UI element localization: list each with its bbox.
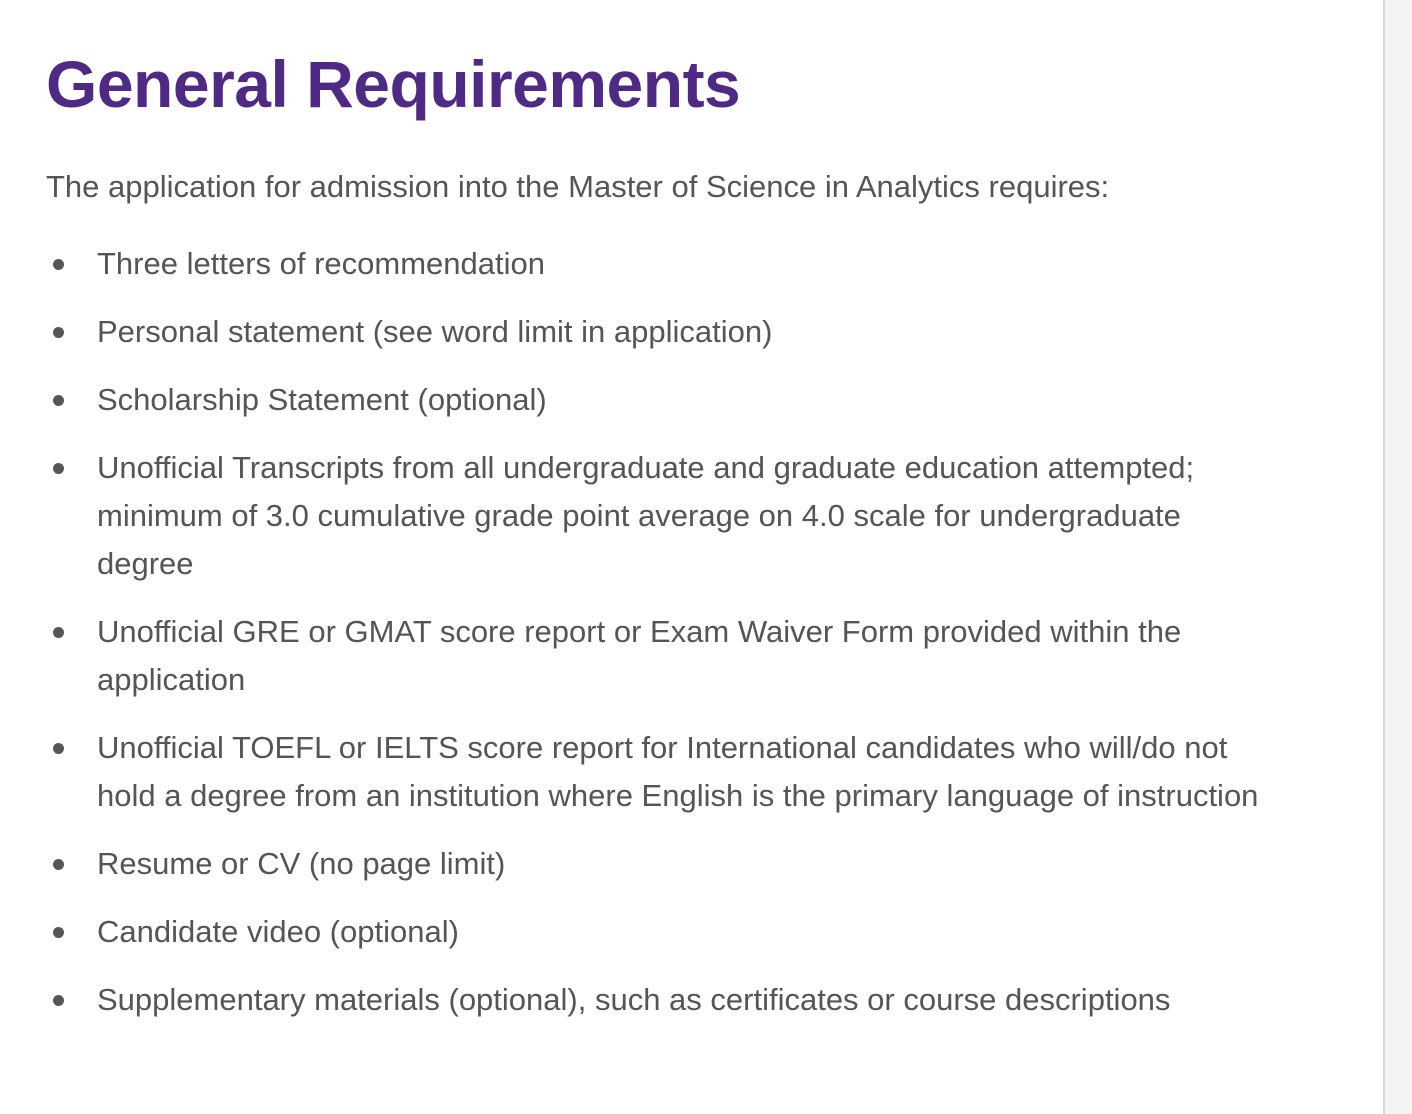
bullet-icon	[53, 327, 64, 338]
general-requirements-section	[46, 44, 1336, 1024]
list-item	[46, 444, 1277, 588]
list-item-text: Resume or CV (no page limit)	[97, 846, 506, 881]
vertical-scrollbar[interactable]	[1383, 0, 1412, 1114]
list-item	[46, 240, 1277, 288]
list-item	[46, 308, 1277, 356]
list-item	[46, 376, 1277, 424]
list-item	[46, 608, 1277, 704]
bullet-icon	[53, 627, 64, 638]
bullet-icon	[53, 259, 64, 270]
list-item	[46, 724, 1277, 820]
list-item-text: Unofficial GRE or GMAT score report or Exam Waiver Form provided within the application	[97, 614, 1182, 697]
requirements-list	[46, 240, 1336, 1024]
list-item-text: Personal statement (see word limit in application)	[97, 314, 773, 349]
intro-text: The application for admission into the Master of Science in Analytics requires:	[46, 169, 1110, 204]
list-item	[46, 840, 1277, 888]
list-item	[46, 908, 1277, 956]
bullet-icon	[53, 859, 64, 870]
bullet-icon	[53, 743, 64, 754]
list-item-text: Scholarship Statement (optional)	[97, 382, 547, 417]
bullet-icon	[53, 395, 64, 406]
section-title: General Requirements	[46, 47, 741, 121]
list-item	[46, 976, 1277, 1024]
bullet-icon	[53, 463, 64, 474]
bullet-icon	[53, 927, 64, 938]
list-item-text: Three letters of recommendation	[97, 246, 545, 281]
bullet-icon	[53, 995, 64, 1006]
list-item-text: Candidate video (optional)	[97, 914, 459, 949]
list-item-text: Supplementary materials (optional), such as certificates or course descriptions	[97, 982, 1171, 1017]
list-item-text: Unofficial Transcripts from all undergraduate and graduate education attempted; minimum of 3.0 cumulative grade point average on 4.0 scale for undergraduate degree	[97, 450, 1195, 581]
list-item-text: Unofficial TOEFL or IELTS score report for International candidates who will/do not hold a degree from an institution where English is the primary language of instruction	[97, 730, 1259, 813]
